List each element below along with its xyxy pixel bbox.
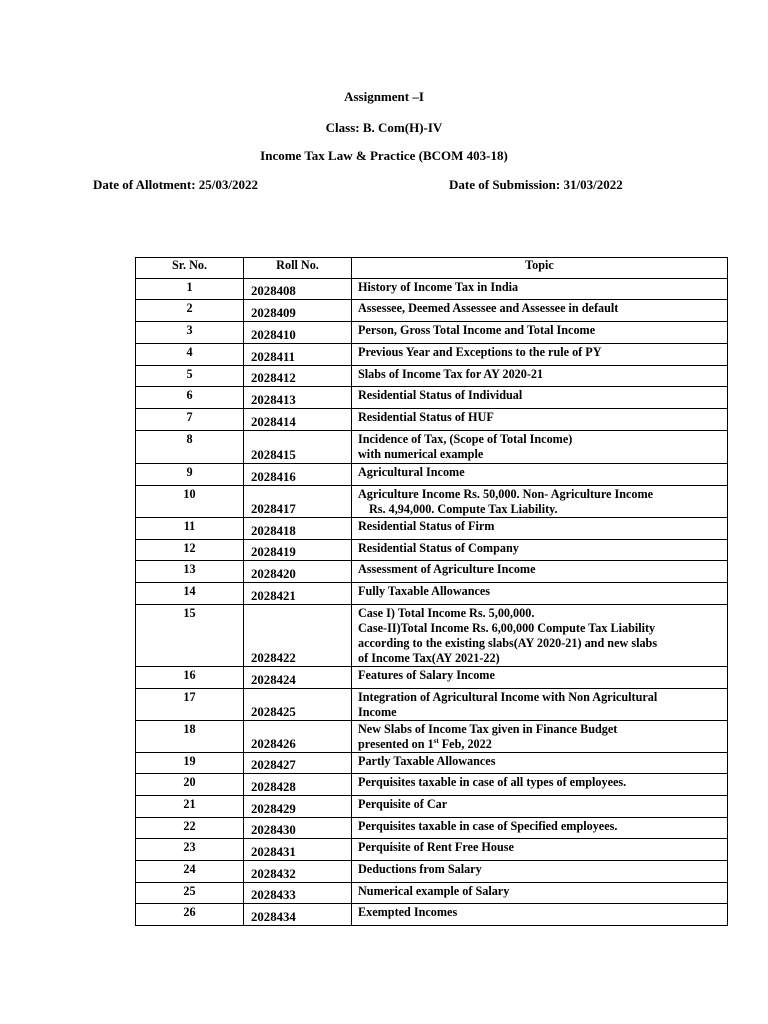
roll-no-cell: 2028417	[244, 486, 352, 518]
sr-no-cell: 24	[136, 861, 244, 883]
sr-no-cell: 3	[136, 322, 244, 344]
roll-no-cell: 2028421	[244, 583, 352, 605]
table-row	[136, 540, 728, 561]
table-row	[136, 667, 728, 689]
topic-cell	[352, 540, 728, 561]
roll-no-cell: 2028419	[244, 540, 352, 561]
topic-line: Partly Taxable Allowances	[358, 754, 496, 768]
sr-no-cell: 14	[136, 583, 244, 605]
topic-line: Deductions from Salary	[358, 862, 482, 876]
table-row	[136, 322, 728, 344]
table-row	[136, 387, 728, 409]
topic-line: Agriculture Income Rs. 50,000. Non- Agriculture Income	[358, 487, 654, 501]
sr-no-cell: 18	[136, 721, 244, 753]
header-roll-no: Roll No.	[244, 258, 352, 279]
table-row	[136, 839, 728, 861]
topic-cell	[352, 344, 728, 366]
table-row	[136, 431, 728, 464]
table-row	[136, 583, 728, 605]
topic-line: New Slabs of Income Tax given in Finance Budget	[358, 722, 618, 736]
topic-cell	[352, 387, 728, 409]
topic-cell	[352, 839, 728, 861]
topic-line: Residential Status of Company	[358, 541, 519, 555]
sr-no-cell: 12	[136, 540, 244, 561]
sr-no-cell: 7	[136, 409, 244, 431]
roll-no-cell: 2028434	[244, 904, 352, 926]
header-topic: Topic	[352, 258, 728, 279]
topic-line: Fully Taxable Allowances	[358, 584, 491, 598]
table-row	[136, 689, 728, 721]
sr-no-cell: 2	[136, 300, 244, 322]
class-line: Class: B. Com(H)-IV	[325, 120, 443, 135]
topic-line: Person, Gross Total Income and Total Income	[358, 323, 596, 337]
allotment-date: Date of Allotment: 25/03/2022	[93, 177, 259, 192]
roll-no-cell: 2028420	[244, 561, 352, 583]
roll-no-cell: 2028433	[244, 883, 352, 904]
topic-text: Feb, 2022	[438, 737, 492, 751]
topic-line: Residential Status of HUF	[358, 410, 494, 424]
topic-line: Incidence of Tax, (Scope of Total Income)	[358, 432, 573, 446]
topic-line: Numerical example of Salary	[358, 884, 510, 898]
roll-no-cell: 2028409	[244, 300, 352, 322]
roll-no-cell: 2028432	[244, 861, 352, 883]
table-row	[136, 796, 728, 818]
sr-no-cell: 26	[136, 904, 244, 926]
table-row	[136, 561, 728, 583]
topic-cell	[352, 322, 728, 344]
topic-cell	[352, 796, 728, 818]
topic-line: Income	[358, 705, 397, 719]
roll-no-cell: 2028408	[244, 279, 352, 300]
topic-line: Perquisites taxable in case of all types of employees.	[358, 775, 627, 789]
topic-line: Features of Salary Income	[358, 668, 495, 682]
sr-no-cell: 22	[136, 818, 244, 839]
topic-line: Residential Status of Individual	[358, 388, 523, 402]
topic-line: History of Income Tax in India	[358, 280, 519, 294]
sr-no-cell: 21	[136, 796, 244, 818]
topic-line: Perquisite of Rent Free House	[358, 840, 514, 854]
topic-line: Exempted Incomes	[358, 905, 458, 919]
roll-no-cell: 2028425	[244, 689, 352, 721]
sr-no-cell: 25	[136, 883, 244, 904]
table-row	[136, 486, 728, 518]
topic-cell	[352, 486, 728, 518]
roll-no-cell: 2028428	[244, 774, 352, 796]
topic-cell	[352, 561, 728, 583]
topic-line: Agricultural Income	[358, 465, 465, 479]
sr-no-cell: 19	[136, 753, 244, 774]
sr-no-cell: 4	[136, 344, 244, 366]
sr-no-cell: 11	[136, 518, 244, 540]
table-row	[136, 753, 728, 774]
topic-line: Case-II)Total Income Rs. 6,00,000 Compute Tax Liability	[358, 621, 656, 635]
table-row	[136, 344, 728, 366]
topic-cell	[352, 518, 728, 540]
topic-cell	[352, 409, 728, 431]
table-row	[136, 279, 728, 300]
table-row	[136, 861, 728, 883]
topic-line: according to the existing slabs(AY 2020-21) and new slabs	[358, 636, 658, 650]
roll-no-cell: 2028426	[244, 721, 352, 753]
topic-line: Previous Year and Exceptions to the rule of PY	[358, 345, 602, 359]
table-row	[136, 721, 728, 753]
sr-no-cell: 5	[136, 366, 244, 387]
sr-no-cell: 17	[136, 689, 244, 721]
topic-line: Rs. 4,94,000. Compute Tax Liability.	[369, 502, 558, 516]
topic-line: Assessee, Deemed Assessee and Assessee in default	[358, 301, 619, 315]
topic-line: Residential Status of Firm	[358, 519, 495, 533]
topic-cell	[352, 300, 728, 322]
sr-no-cell: 9	[136, 464, 244, 486]
assignment-table	[135, 257, 728, 926]
table-row	[136, 409, 728, 431]
roll-no-cell: 2028413	[244, 387, 352, 409]
topic-cell	[352, 667, 728, 689]
topic-line: Slabs of Income Tax for AY 2020-21	[358, 367, 544, 381]
sr-no-cell: 6	[136, 387, 244, 409]
topic-line: Integration of Agricultural Income with Non Agricultural	[358, 690, 658, 704]
assignment-title: Assignment –I	[344, 89, 424, 104]
topic-cell	[352, 689, 728, 721]
topic-line: with numerical example	[358, 447, 484, 461]
topic-cell	[352, 883, 728, 904]
roll-no-cell: 2028431	[244, 839, 352, 861]
sr-no-cell: 13	[136, 561, 244, 583]
topic-cell	[352, 464, 728, 486]
topic-line: Perquisites taxable in case of Specified employees.	[358, 819, 618, 833]
table-row	[136, 300, 728, 322]
sr-no-cell: 10	[136, 486, 244, 518]
topic-line: Case I) Total Income Rs. 5,00,000.	[358, 606, 535, 620]
roll-no-cell: 2028412	[244, 366, 352, 387]
roll-no-cell: 2028410	[244, 322, 352, 344]
topic-line: Assessment of Agriculture Income	[358, 562, 536, 576]
topic-line: Perquisite of Car	[358, 797, 448, 811]
roll-no-cell: 2028424	[244, 667, 352, 689]
sr-no-cell: 20	[136, 774, 244, 796]
table-row	[136, 464, 728, 486]
roll-no-cell: 2028411	[244, 344, 352, 366]
topic-line: of Income Tax(AY 2021-22)	[358, 651, 500, 665]
topic-cell	[352, 904, 728, 926]
roll-no-cell: 2028429	[244, 796, 352, 818]
roll-no-cell: 2028416	[244, 464, 352, 486]
topic-cell	[352, 861, 728, 883]
topic-text: presented on 1	[358, 737, 434, 751]
topic-cell	[352, 605, 728, 667]
topic-line	[358, 737, 727, 752]
topic-cell	[352, 279, 728, 300]
topic-cell	[352, 753, 728, 774]
sr-no-cell: 23	[136, 839, 244, 861]
topic-cell	[352, 431, 728, 464]
submission-date: Date of Submission: 31/03/2022	[449, 177, 623, 192]
sr-no-cell: 15	[136, 605, 244, 667]
table-row	[136, 518, 728, 540]
roll-no-cell: 2028418	[244, 518, 352, 540]
roll-no-cell: 2028422	[244, 605, 352, 667]
roll-no-cell: 2028414	[244, 409, 352, 431]
sr-no-cell: 16	[136, 667, 244, 689]
topic-cell	[352, 366, 728, 387]
ordinal-suffix: st	[433, 736, 439, 745]
subject-line: Income Tax Law & Practice (BCOM 403-18)	[260, 148, 508, 163]
roll-no-cell: 2028415	[244, 431, 352, 464]
table-row	[136, 774, 728, 796]
table-header-row	[136, 258, 728, 279]
sr-no-cell: 8	[136, 431, 244, 464]
table-row	[136, 366, 728, 387]
header-sr-no: Sr. No.	[136, 258, 244, 279]
sr-no-cell: 1	[136, 279, 244, 300]
table-row	[136, 904, 728, 926]
topic-cell	[352, 818, 728, 839]
roll-no-cell: 2028430	[244, 818, 352, 839]
topic-cell	[352, 721, 728, 753]
topic-cell	[352, 583, 728, 605]
table-row	[136, 818, 728, 839]
topic-cell	[352, 774, 728, 796]
roll-no-cell: 2028427	[244, 753, 352, 774]
table-row	[136, 605, 728, 667]
table-row	[136, 883, 728, 904]
